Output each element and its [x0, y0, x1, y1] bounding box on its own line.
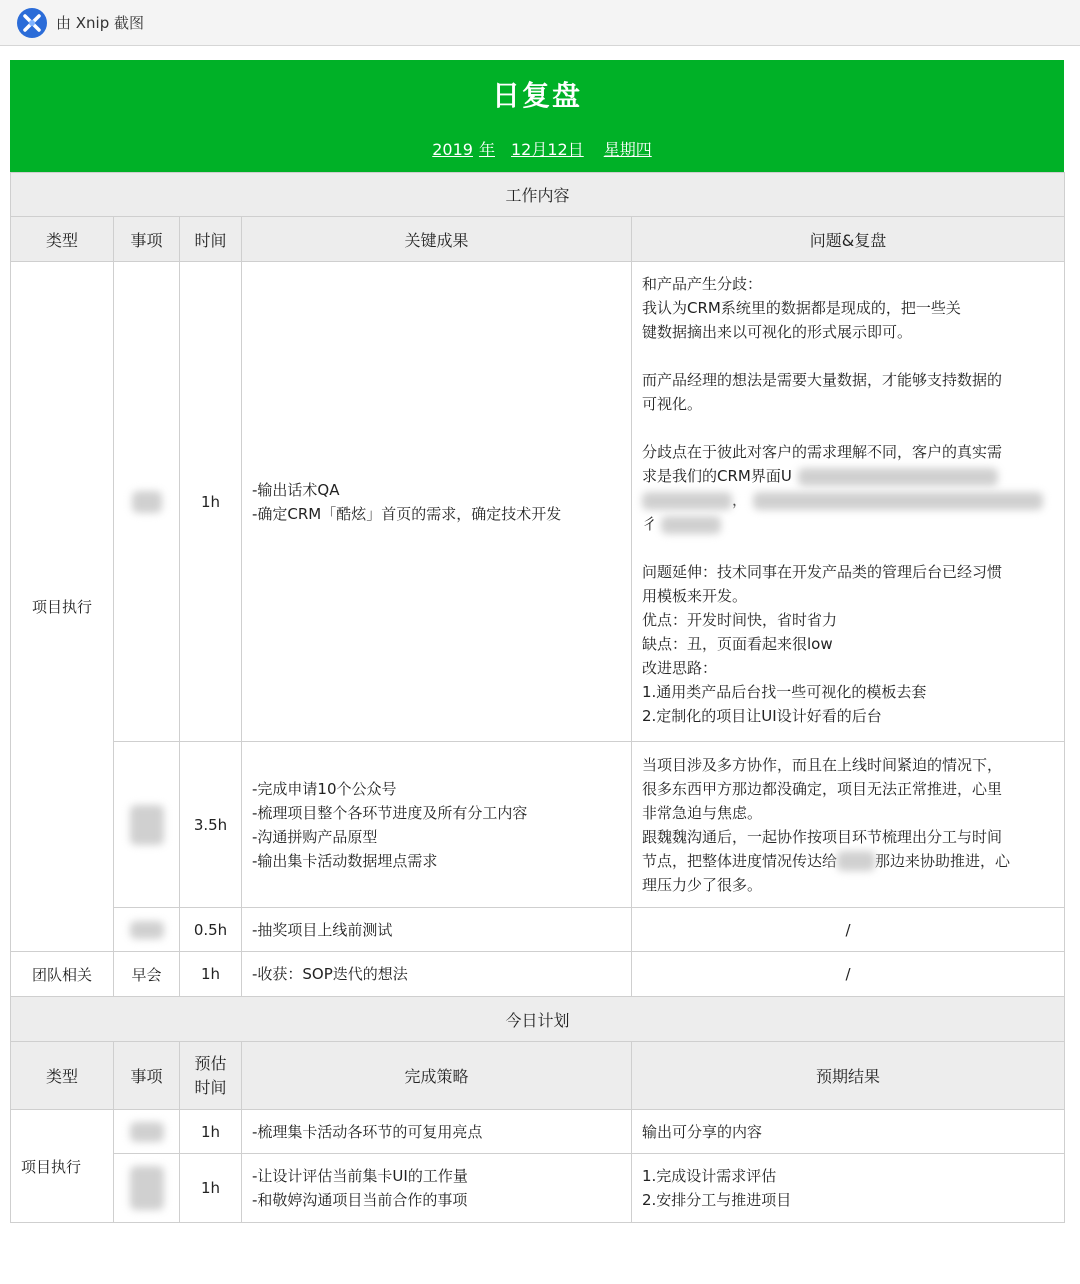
review-line: 我认为CRM系统里的数据都是现成的，把一些关	[642, 299, 961, 317]
redacted-blur	[130, 921, 164, 939]
result-line: -沟通拼购产品原型	[252, 827, 378, 846]
redacted-blur	[837, 851, 875, 871]
date-day: 12月12日	[510, 140, 584, 159]
review-line: 跟魏魏沟通后，一起协作按项目环节梳理出分工与时间	[642, 827, 1003, 846]
review-cell	[632, 742, 1065, 908]
table-row	[11, 262, 1065, 742]
table-row	[11, 952, 1065, 997]
review-line: 非常急迫与焦虑。	[642, 803, 763, 822]
plan-header-time: 预估 时间	[180, 1042, 242, 1110]
review-line: 用模板来开发。	[642, 587, 748, 605]
review-line: 分歧点在于彼此对客户的需求理解不同，客户的真实需	[642, 443, 1003, 461]
redacted-blur	[753, 492, 1043, 510]
review-line: 问题延伸：技术同事在开发产品类的管理后台已经习惯	[642, 563, 1003, 581]
result-line: -梳理项目整个各环节进度及所有分工内容	[252, 803, 528, 822]
redacted-blur	[130, 805, 164, 845]
plan-group-type-cell: 项目执行	[11, 1110, 114, 1223]
review-line: 优点：开发时间快，省时省力	[642, 611, 838, 629]
result-line: -输出集卡活动数据埋点需求	[252, 851, 438, 870]
review-line: 和产品产生分歧：	[642, 275, 763, 293]
work-header-row	[11, 217, 1065, 262]
item-cell-redacted	[114, 262, 180, 742]
plan-section-title: 今日计划	[11, 997, 1065, 1042]
result-line: -完成申请10个公众号	[252, 779, 397, 798]
review-line: 缺点：丑，页面看起来很low	[642, 635, 833, 653]
result-cell	[242, 742, 632, 908]
plan-header-expected: 预期结果	[632, 1042, 1065, 1110]
strategy-cell: -梳理集卡活动各环节的可复用亮点	[242, 1110, 632, 1154]
work-section-title: 工作内容	[11, 173, 1065, 217]
result-line: -确定CRM「酷炫」首页的需求，确定技术开发	[252, 504, 562, 523]
time-cell: 1h	[180, 262, 242, 742]
redacted-blur	[642, 492, 732, 510]
item-cell-redacted	[114, 742, 180, 908]
review-line: 2.定制化的项目让UI设计好看的后台	[642, 707, 882, 725]
date-weekday: 星期四	[603, 140, 652, 159]
time-cell: 1h	[180, 1110, 242, 1154]
review-cell: /	[632, 908, 1065, 952]
header-type: 类型	[11, 217, 114, 262]
review-line: 改进思路：	[642, 659, 718, 677]
table-row	[11, 742, 1065, 908]
date-year: 2019	[432, 140, 473, 159]
review-line: 节点，把整体进度情况传达给 那边来协助推进，心	[642, 851, 1011, 870]
header-review: 问题&复盘	[632, 217, 1065, 262]
review-line: 而产品经理的想法是需要大量数据，才能够支持数据的	[642, 371, 1003, 389]
table-row	[11, 1110, 1065, 1154]
header-result: 关键成果	[242, 217, 632, 262]
group-type-cell: 团队相关	[11, 952, 114, 997]
time-cell: 0.5h	[180, 908, 242, 952]
header-item: 事项	[114, 217, 180, 262]
date-year-suffix: 年	[478, 140, 495, 159]
app-title: 由 Xnip 截图	[56, 14, 145, 32]
expected-cell: 1.完成设计需求评估 2.安排分工与推进项目	[632, 1154, 1065, 1223]
item-cell: 早会	[114, 952, 180, 997]
review-line: 很多东西甲方那边都没确定，项目无法正常推进，心里	[642, 779, 1003, 798]
expected-cell: 输出可分享的内容	[632, 1110, 1065, 1154]
app-titlebar	[0, 0, 1080, 46]
review-cell	[632, 262, 1065, 742]
redacted-blur	[661, 516, 721, 534]
review-line: 可视化。	[642, 395, 703, 413]
review-line: 求是我们的CRM界面U	[642, 464, 1054, 488]
xnip-logo-icon	[16, 7, 48, 39]
review-line: 理压力少了很多。	[642, 875, 763, 894]
table-row	[11, 908, 1065, 952]
item-cell-redacted	[114, 1110, 180, 1154]
review-line: 当项目涉及多方协作，而且在上线时间紧迫的情况下，	[642, 755, 1003, 774]
strategy-cell: -让设计评估当前集卡UI的工作量 -和敬婷沟通项目当前合作的事项	[242, 1154, 632, 1223]
item-cell-redacted	[114, 1154, 180, 1223]
daily-review-document	[10, 60, 1064, 1223]
page-title: 日复盘	[491, 79, 582, 112]
date-line	[10, 137, 1064, 160]
header-banner	[10, 60, 1064, 172]
result-cell	[242, 262, 632, 742]
work-content-table	[10, 172, 1065, 1223]
redacted-blur	[130, 1122, 164, 1142]
result-cell: -抽奖项目上线前测试	[242, 908, 632, 952]
plan-header-row	[11, 1042, 1065, 1110]
time-cell: 1h	[180, 1154, 242, 1223]
time-cell: 3.5h	[180, 742, 242, 908]
review-line: 彳	[642, 512, 1054, 536]
table-row	[11, 1154, 1065, 1223]
result-cell: -收获：SOP迭代的想法	[242, 952, 632, 997]
time-cell: 1h	[180, 952, 242, 997]
plan-header-strategy: 完成策略	[242, 1042, 632, 1110]
plan-header-type: 类型	[11, 1042, 114, 1110]
header-time: 时间	[180, 217, 242, 262]
group-type-cell: 项目执行	[11, 262, 114, 952]
item-cell-redacted	[114, 908, 180, 952]
review-line: 1.通用类产品后台找一些可视化的模板去套	[642, 683, 927, 701]
plan-header-item: 事项	[114, 1042, 180, 1110]
redacted-blur	[798, 468, 998, 486]
redacted-blur	[130, 1166, 164, 1210]
redacted-blur	[132, 491, 162, 513]
review-cell: /	[632, 952, 1065, 997]
result-line: -输出话术QA	[252, 480, 340, 499]
review-line: 键数据摘出来以可视化的形式展示即可。	[642, 323, 913, 341]
review-line: ，	[642, 488, 1054, 512]
